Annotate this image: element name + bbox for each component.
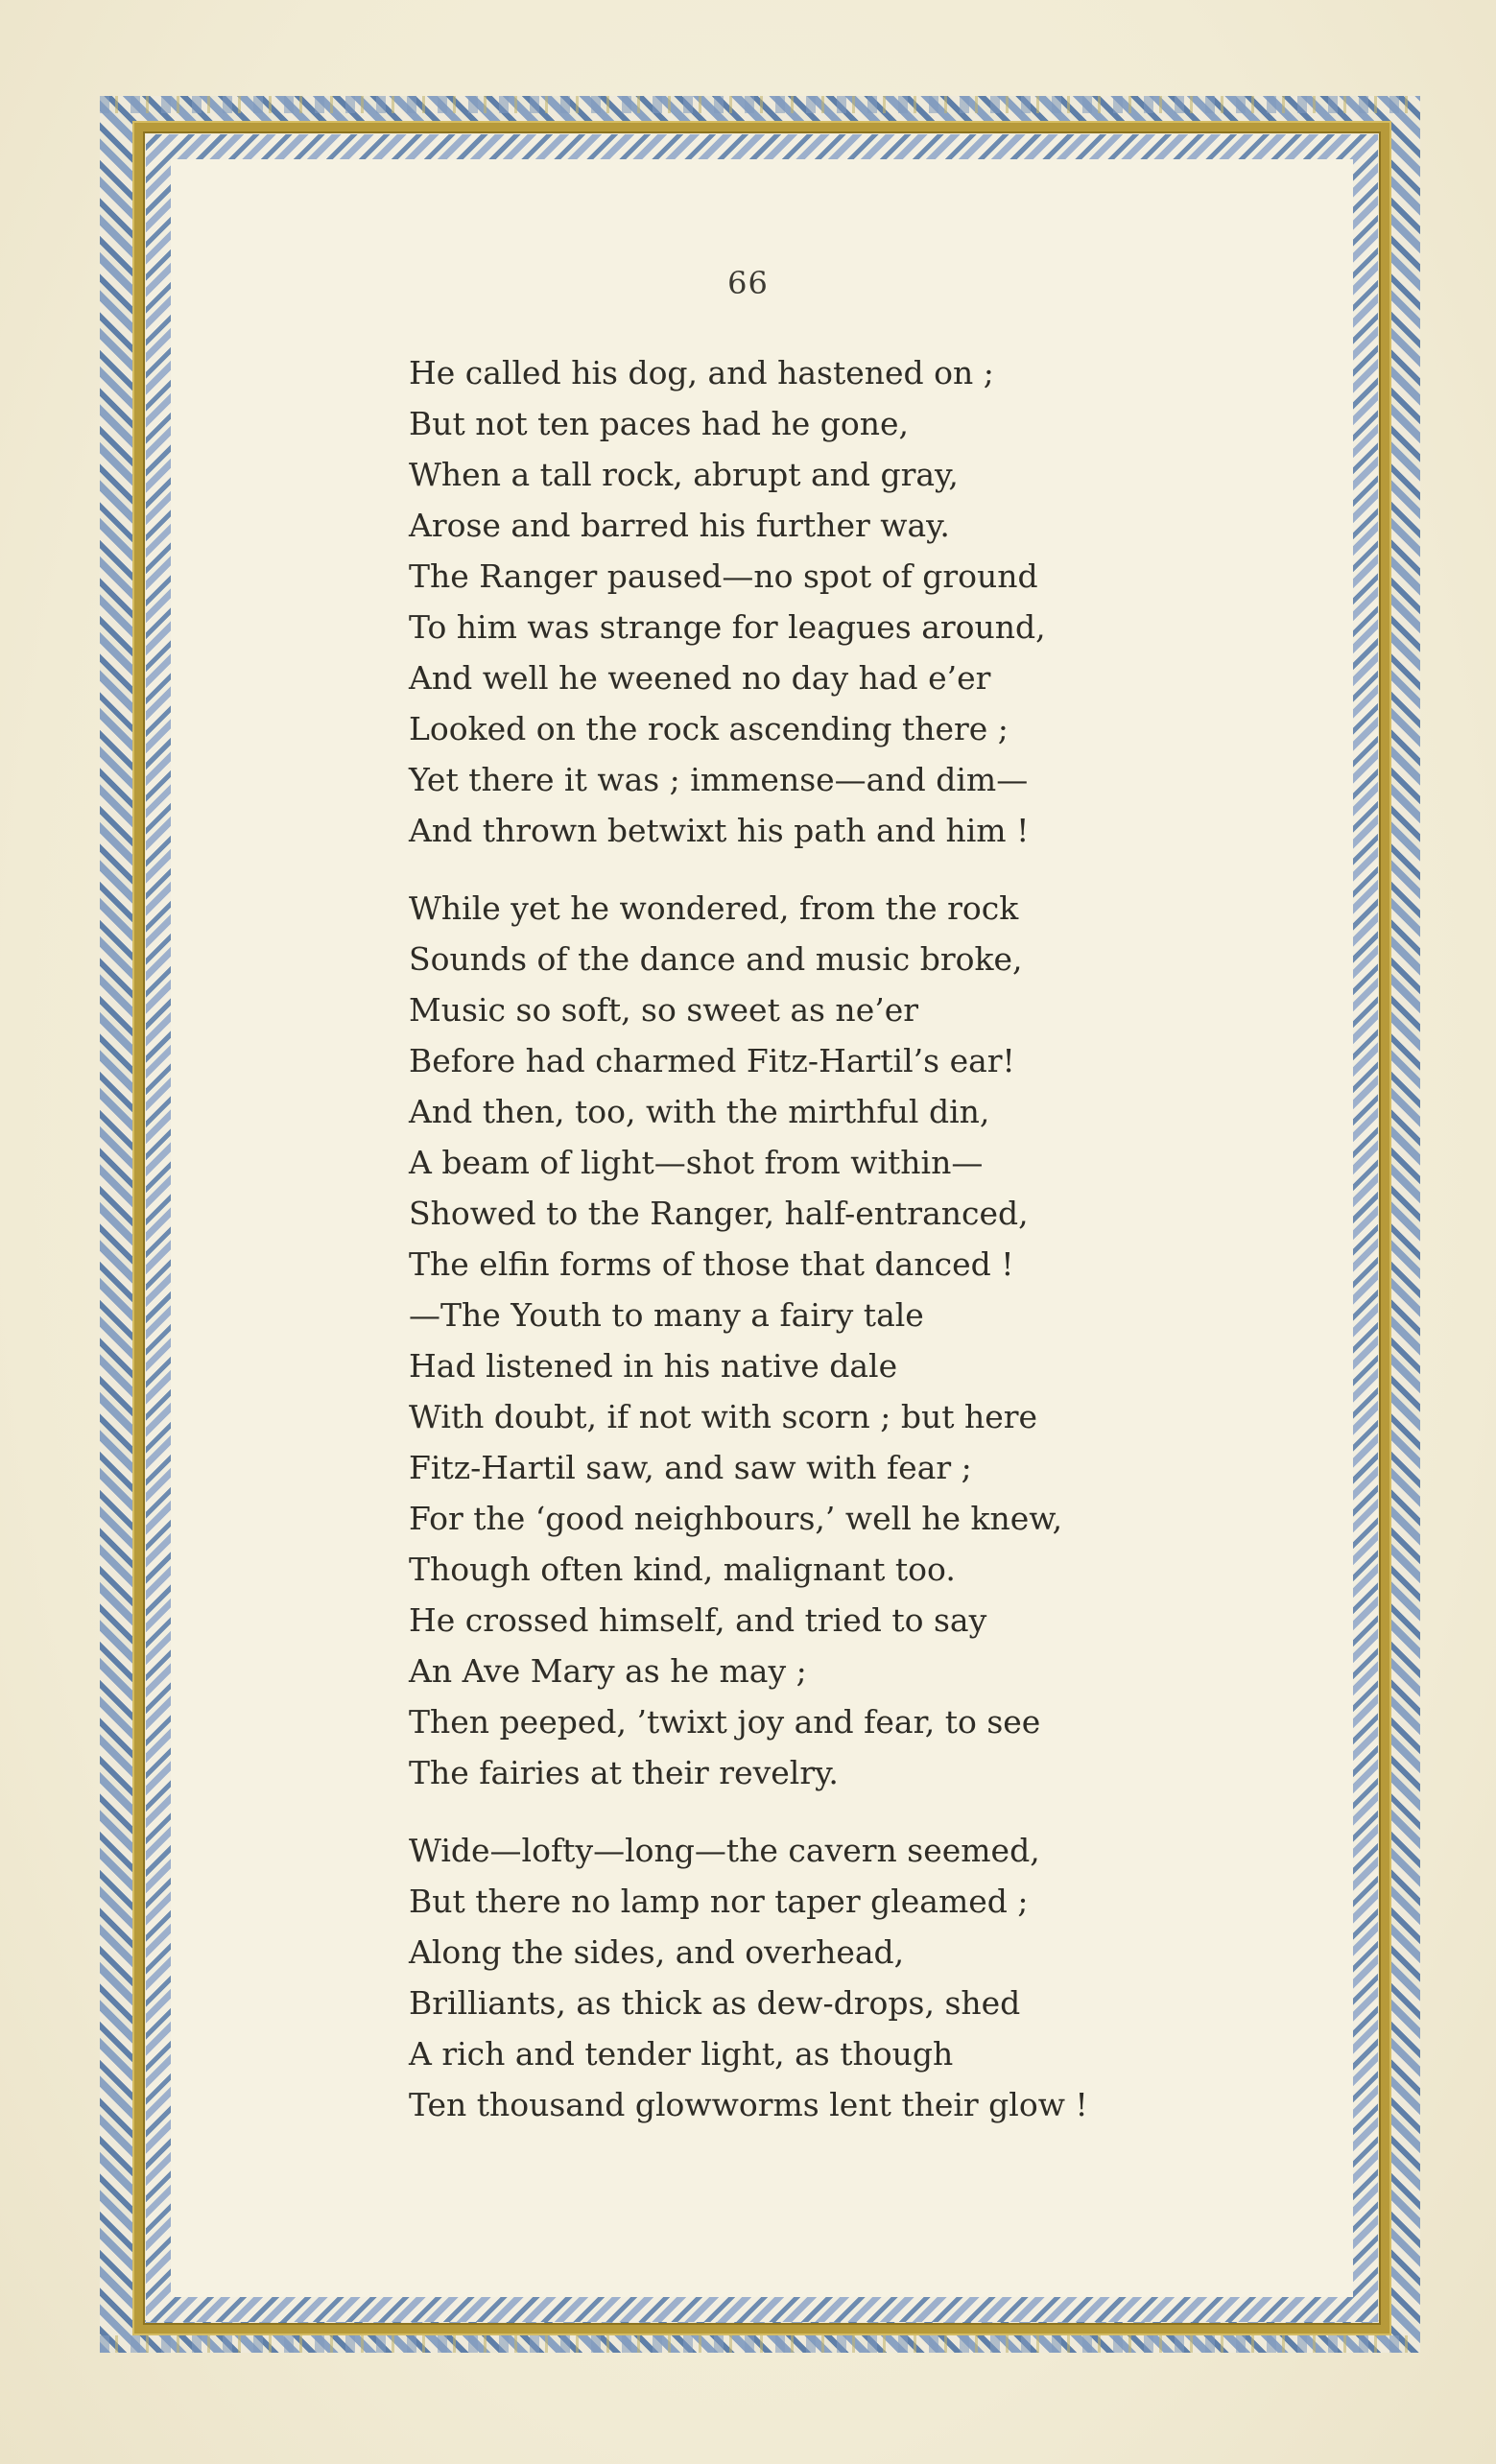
top-ornament-strip bbox=[100, 96, 1420, 113]
poem-line: Wide—lofty—long—the cavern seemed, bbox=[409, 1832, 1040, 1869]
poem-line: When a tall rock, abrupt and gray, bbox=[409, 456, 959, 493]
poem-line: Before had charmed Fitz-Hartil’s ear! bbox=[409, 1042, 1015, 1079]
poem-line: But there no lamp nor taper gleamed ; bbox=[409, 1883, 1029, 1920]
poem bbox=[409, 347, 1138, 2157]
poem-line: While yet he wondered, from the rock bbox=[409, 889, 1019, 927]
stanza-3 bbox=[409, 1825, 1138, 2130]
poem-line: He crossed himself, and tried to say bbox=[409, 1601, 987, 1639]
poem-line: A rich and tender light, as though bbox=[409, 2035, 954, 2073]
poem-line: Looked on the rock ascending there ; bbox=[409, 710, 1009, 747]
poem-line: But not ten paces had he gone, bbox=[409, 405, 909, 442]
poem-line: And then, too, with the mirthful din, bbox=[409, 1093, 990, 1130]
poem-line: Along the sides, and overhead, bbox=[409, 1933, 905, 1971]
poem-line: He called his dog, and hastened on ; bbox=[409, 354, 994, 391]
poem-line: —The Youth to many a fairy tale bbox=[409, 1296, 924, 1334]
poem-line: An Ave Mary as he may ; bbox=[409, 1652, 807, 1690]
poem-line: And well he weened no day had e’er bbox=[409, 659, 991, 697]
poem-line: For the ‘good neighbours,’ well he knew, bbox=[409, 1500, 1063, 1537]
poem-line: Yet there it was ; immense—and dim— bbox=[409, 761, 1029, 798]
poem-line: The fairies at their revelry. bbox=[409, 1754, 839, 1791]
poem-line: Fitz-Hartil saw, and saw with fear ; bbox=[409, 1449, 972, 1486]
poem-line: Arose and barred his further way. bbox=[409, 507, 950, 544]
poem-line: Had listened in his native dale bbox=[409, 1347, 898, 1385]
bottom-ornament-strip bbox=[100, 2335, 1420, 2353]
poem-line: Sounds of the dance and music broke, bbox=[409, 940, 1023, 978]
page-number: 66 bbox=[727, 265, 769, 301]
poem-line: The Ranger paused—no spot of ground bbox=[409, 557, 1038, 595]
poem-line: Brilliants, as thick as dew-drops, shed bbox=[409, 1984, 1021, 2022]
poem-line: Though often kind, malignant too. bbox=[409, 1551, 956, 1588]
poem-line: With doubt, if not with scorn ; but here bbox=[409, 1398, 1038, 1435]
poem-line: Then peeped, ’twixt joy and fear, to see bbox=[409, 1703, 1041, 1741]
poem-line: The elfin forms of those that danced ! bbox=[409, 1245, 1014, 1283]
poem-line: A beam of light—shot from within— bbox=[409, 1144, 984, 1181]
poem-line: And thrown betwixt his path and him ! bbox=[409, 812, 1030, 849]
poem-line: Showed to the Ranger, half-entranced, bbox=[409, 1195, 1029, 1232]
stanza-1 bbox=[409, 347, 1138, 856]
poem-line: Music so soft, so sweet as ne’er bbox=[409, 991, 919, 1029]
stanza-2 bbox=[409, 883, 1138, 1798]
poem-line: Ten thousand glowworms lent their glow ! bbox=[409, 2086, 1088, 2123]
poem-line: To him was strange for leagues around, bbox=[409, 608, 1046, 646]
